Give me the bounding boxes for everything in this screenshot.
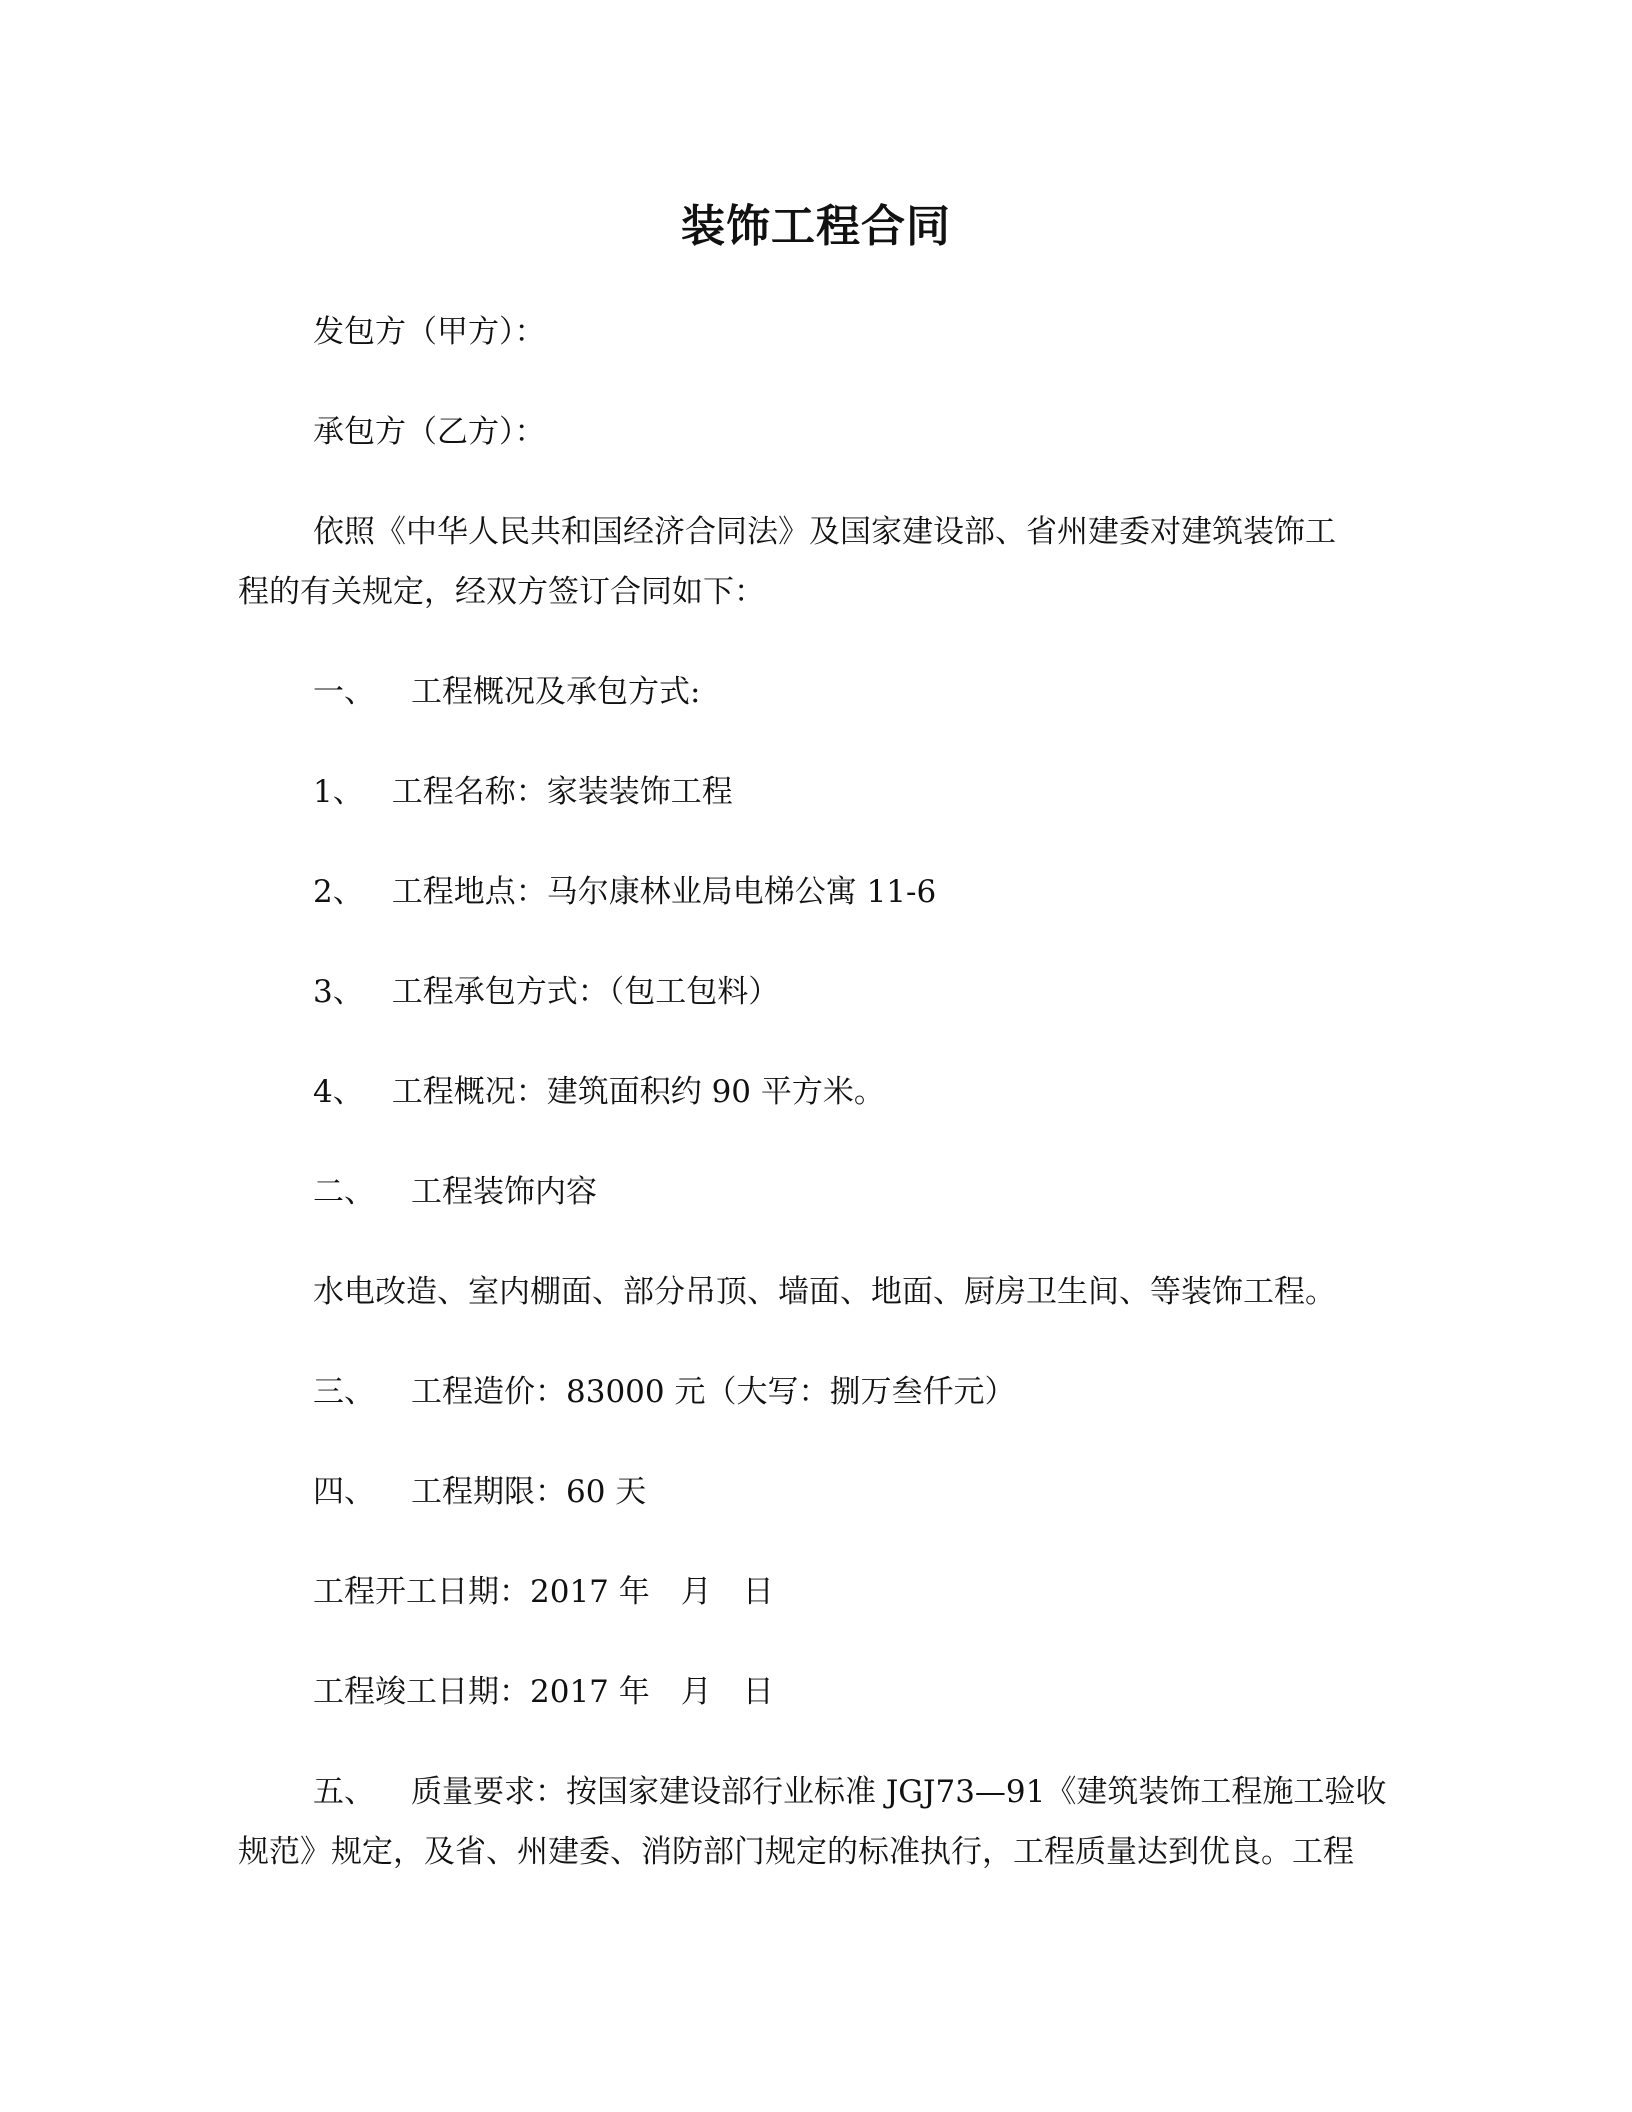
- item-text: 工程概况：建筑面积约 90 平方米。: [391, 1074, 885, 1110]
- start-date-line: 工程开工日期：2017 年 月 日: [313, 1574, 774, 1610]
- party-a-label: 发包方（甲方）：: [313, 314, 546, 350]
- section-heading-text: 工程概况及承包方式:: [411, 674, 701, 710]
- section-5-line-1: [313, 1772, 1386, 1812]
- section-heading-text: 工程装饰内容: [411, 1174, 597, 1210]
- intro-line-1: 依照《中华人民共和国经济合同法》及国家建设部、省州建委对建筑装饰工: [313, 514, 1336, 550]
- section-2-heading: [313, 1172, 597, 1212]
- section-2-content: 水电改造、室内棚面、部分吊顶、墙面、地面、厨房卫生间、等装饰工程。: [313, 1274, 1336, 1310]
- list-item: [313, 772, 733, 812]
- intro-line-2: 程的有关规定，经双方签订合同如下：: [238, 574, 765, 610]
- end-date-line: 工程竣工日期：2017 年 月 日: [313, 1674, 774, 1710]
- item-text: 工程名称：家装装饰工程: [391, 774, 733, 810]
- section-number: 一、: [313, 674, 375, 710]
- document-title: 装饰工程合同: [681, 201, 951, 252]
- section-heading-text: 工程造价：83000 元（大写：捌万叁仟元）: [411, 1374, 1016, 1410]
- list-item: [313, 872, 936, 912]
- item-text: 工程地点：马尔康林业局电梯公寓 11-6: [391, 874, 937, 910]
- section-4-heading: [313, 1472, 646, 1512]
- item-number: 2、: [313, 874, 364, 910]
- list-item: [313, 972, 779, 1012]
- item-text: 工程承包方式：（包工包料）: [391, 974, 780, 1010]
- section-3-heading: [313, 1372, 1015, 1412]
- section-text: 质量要求：按国家建设部行业标准 JGJ73—91《建筑装饰工程施工验收: [411, 1774, 1387, 1810]
- section-5-line-2: 规范》规定，及省、州建委、消防部门规定的标准执行，工程质量达到优良。工程: [238, 1834, 1354, 1870]
- section-heading-text: 工程期限：60 天: [411, 1474, 647, 1510]
- section-number: 三、: [313, 1374, 375, 1410]
- item-number: 3、: [313, 974, 364, 1010]
- item-number: 4、: [313, 1074, 364, 1110]
- party-b-label: 承包方（乙方）：: [313, 414, 546, 450]
- section-number: 四、: [313, 1474, 375, 1510]
- section-number: 二、: [313, 1174, 375, 1210]
- section-number: 五、: [313, 1774, 375, 1810]
- section-1-heading: [313, 672, 700, 712]
- list-item: [313, 1072, 885, 1112]
- item-number: 1、: [313, 774, 364, 810]
